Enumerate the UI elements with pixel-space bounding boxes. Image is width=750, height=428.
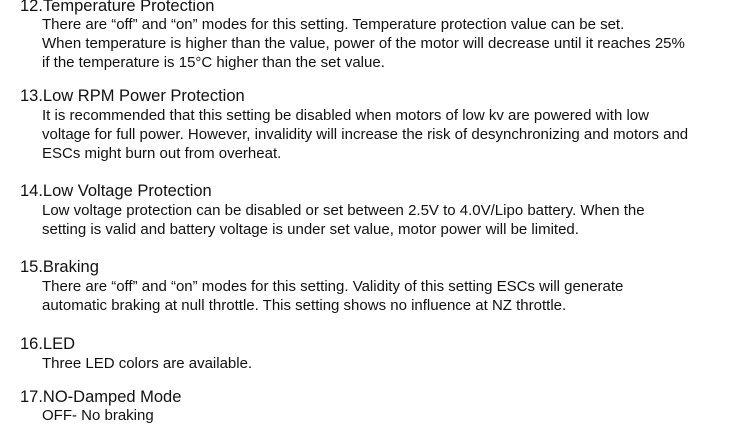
section-heading: 17.NO-Damped Mode xyxy=(20,388,182,406)
section-text-line: When temperature is higher than the value, power of the motor will decrease until it reaches 25% xyxy=(42,35,685,52)
section-text-line: voltage for full power. However, invalidity will increase the risk of desynchronizing and motors and xyxy=(42,126,689,143)
section-text-line: if the temperature is 15°C higher than the set value. xyxy=(42,54,385,71)
section-heading: 16.LED xyxy=(20,335,76,353)
section-heading: 14.Low Voltage Protection xyxy=(20,182,212,200)
section-text-line: Low voltage protection can be disabled or set between 2.5V to 4.0V/Lipo battery. When the xyxy=(42,202,645,219)
section-text-line: It is recommended that this setting be disabled when motors of low kv are powered with low xyxy=(42,107,649,124)
section-text-line: setting is valid and battery voltage is under set value, motor power will be limited. xyxy=(42,221,579,238)
section-heading: 13.Low RPM Power Protection xyxy=(20,87,245,105)
section-text-line: ESCs might burn out from overheat. xyxy=(42,145,282,162)
section-text-line: Three LED colors are available. xyxy=(42,355,253,372)
section-text-line: OFF- No braking xyxy=(42,407,154,424)
section-text-line: There are “off” and “on” modes for this setting. Validity of this setting ESCs will generate xyxy=(42,278,624,295)
section-text-line: automatic braking at null throttle. This setting shows no influence at NZ throttle. xyxy=(42,297,567,314)
section-text-line: There are “off” and “on” modes for this setting. Temperature protection value can be set. xyxy=(42,16,625,33)
section-heading: 12.Temperature Protection xyxy=(20,0,215,15)
section-heading: 15.Braking xyxy=(20,258,99,276)
